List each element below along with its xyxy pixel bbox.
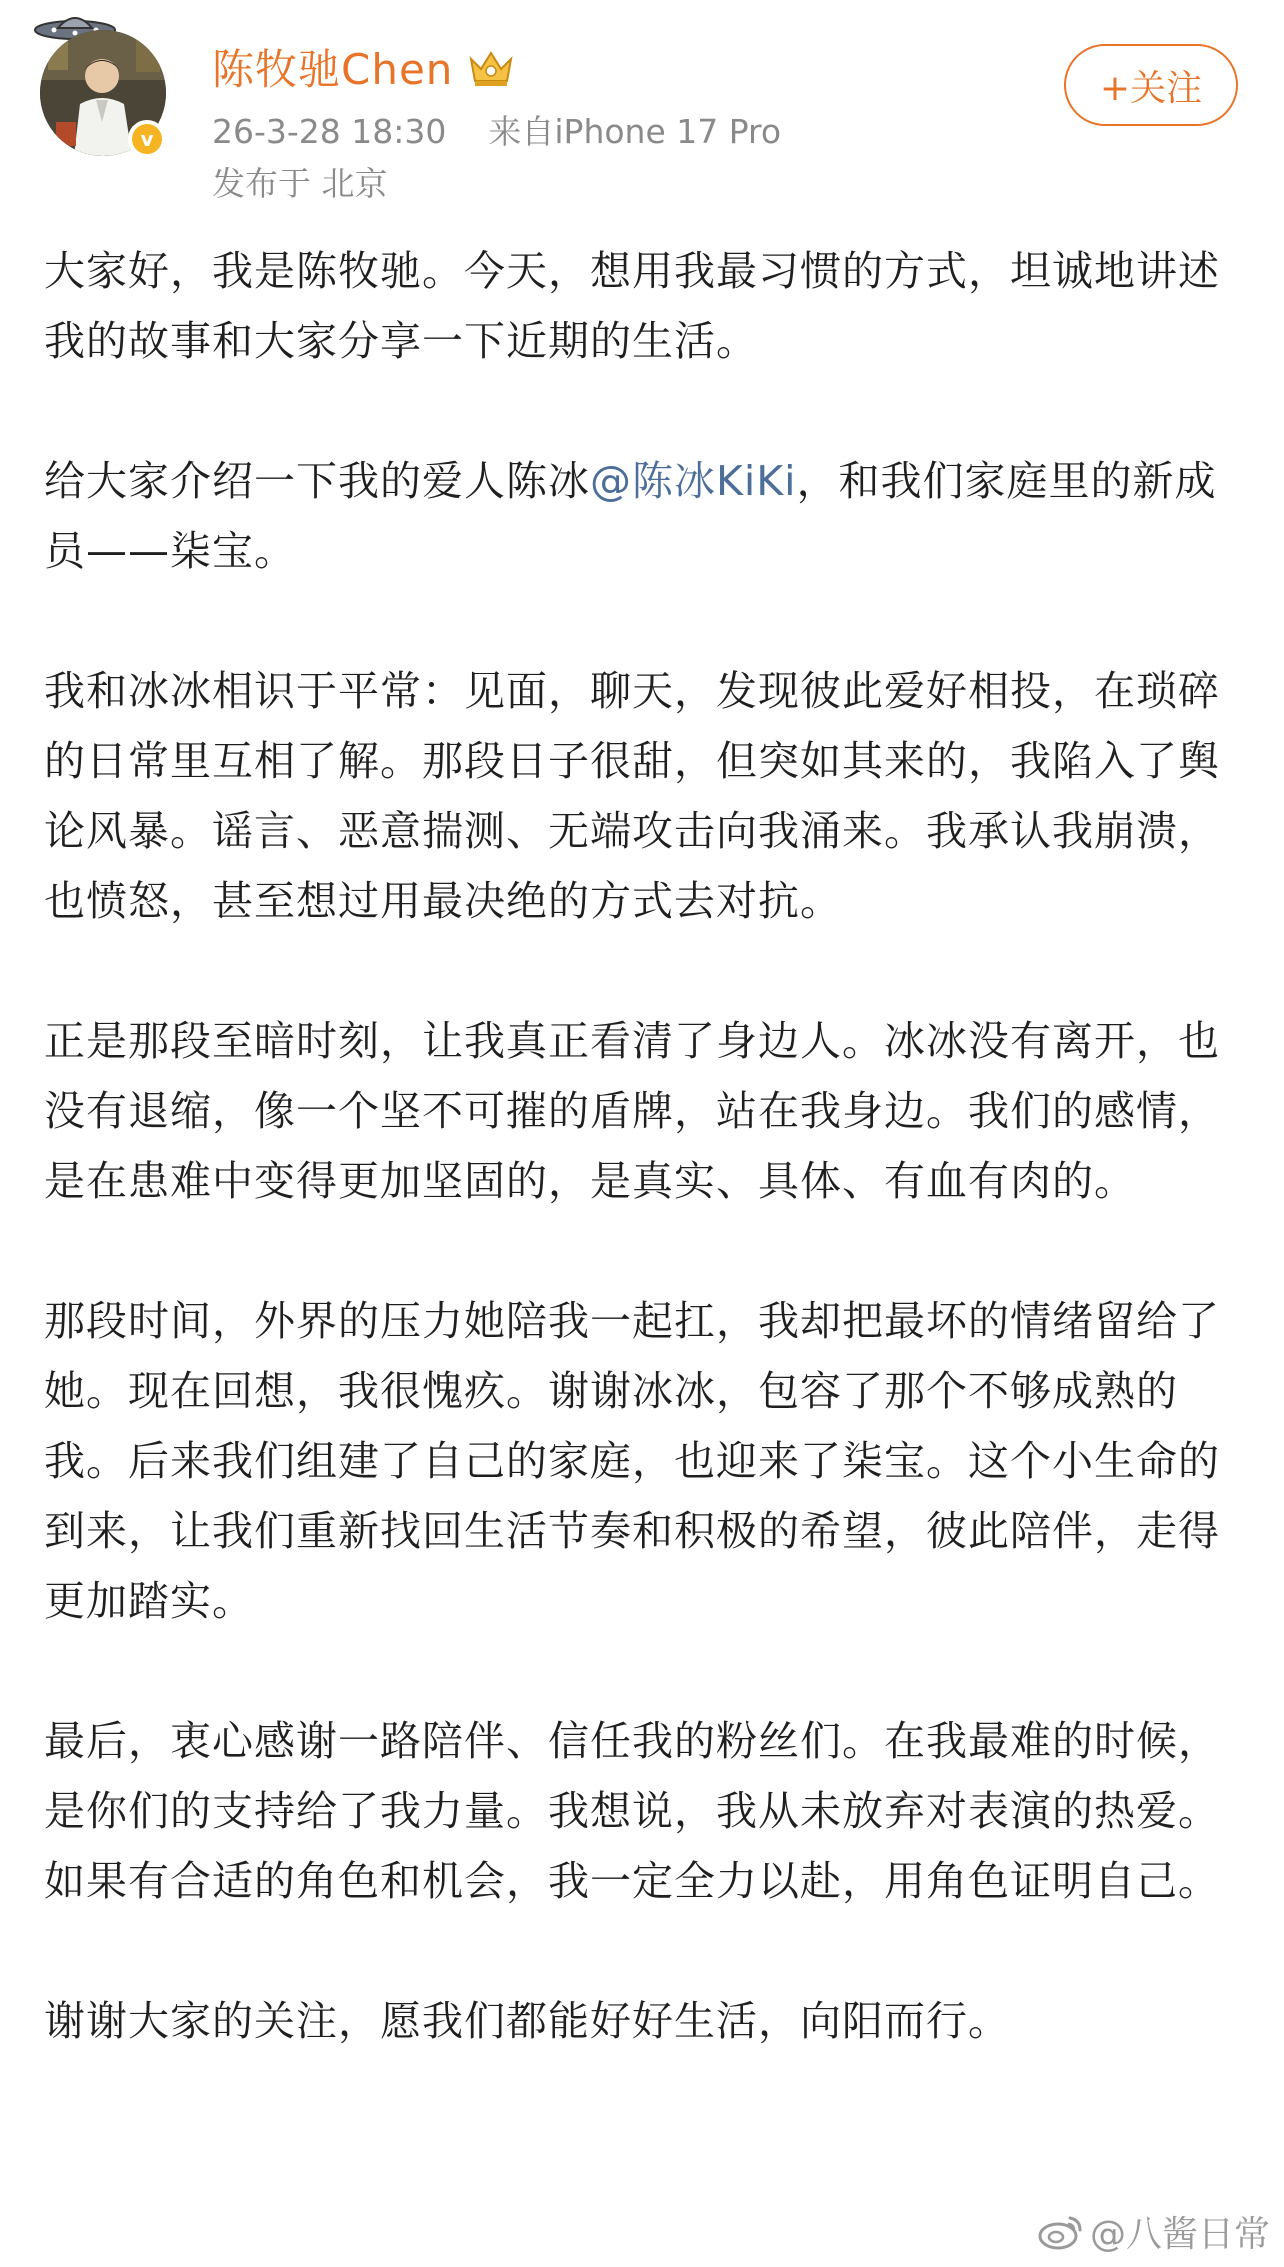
weibo-logo-icon	[1036, 2212, 1084, 2252]
paragraph: 大家好，我是陈牧驰。今天，想用我最习惯的方式，坦诚地讲述我的故事和大家分享一下近期的生活。	[44, 247, 1220, 365]
post-timestamp: 26-3-28 18:30	[212, 112, 447, 151]
crown-icon	[465, 45, 517, 89]
verified-icon: v	[128, 120, 166, 158]
post-location: 发布于 北京	[212, 164, 388, 203]
username-row	[212, 38, 517, 96]
post-meta-line	[212, 106, 781, 153]
paragraph: 那段时间，外界的压力她陪我一起扛，我却把最坏的情绪留给了她。现在回想，我很愧疚。谢谢冰冰，包容了那个不够成熟的我。后来我们组建了自己的家庭，也迎来了柒宝。这个小生命的到来，让我们重新找回生活节奏和积极的希望，彼此陪伴，走得更加踏实。	[44, 1297, 1220, 1625]
mention-link[interactable]: @陈冰KiKi	[590, 457, 797, 505]
paragraph: 谢谢大家的关注，愿我们都能好好生活，向阳而行。	[44, 1997, 1010, 2045]
post-header	[0, 0, 1284, 210]
paragraph: 正是那段至暗时刻，让我真正看清了身边人。冰冰没有离开，也没有退缩，像一个坚不可摧的盾牌，站在我身边。我们的感情，是在患难中变得更加坚固的，是真实、具体、有血有肉的。	[44, 1017, 1220, 1205]
post-source: 来自iPhone 17 Pro	[488, 112, 782, 151]
watermark-text: @八酱日常	[1089, 2214, 1270, 2255]
paragraph	[44, 446, 1240, 586]
watermark	[1036, 2206, 1270, 2257]
paragraph: 最后，衷心感谢一路陪伴、信任我的粉丝们。在我最难的时候，是你们的支持给了我力量。我想说，我从未放弃对表演的热爱。如果有合适的角色和机会，我一定全力以赴，用角色证明自己。	[44, 1717, 1220, 1905]
paragraph: 我和冰冰相识于平常：见面，聊天，发现彼此爱好相投，在琐碎的日常里互相了解。那段日子很甜，但突如其来的，我陷入了舆论风暴。谣言、恶意揣测、无端攻击向我涌来。我承认我崩溃，也愤怒，甚至想过用最决绝的方式去对抗。	[44, 667, 1220, 925]
author-name[interactable]: 陈牧驰Chen	[212, 45, 454, 94]
follow-button[interactable]: +关注	[1064, 44, 1238, 126]
paragraph-text: ，和我们家庭里的新成员——柒宝。	[44, 457, 1217, 575]
paragraph-text: 给大家介绍一下我的爱人陈冰	[44, 457, 590, 505]
post-body	[44, 236, 1240, 2126]
